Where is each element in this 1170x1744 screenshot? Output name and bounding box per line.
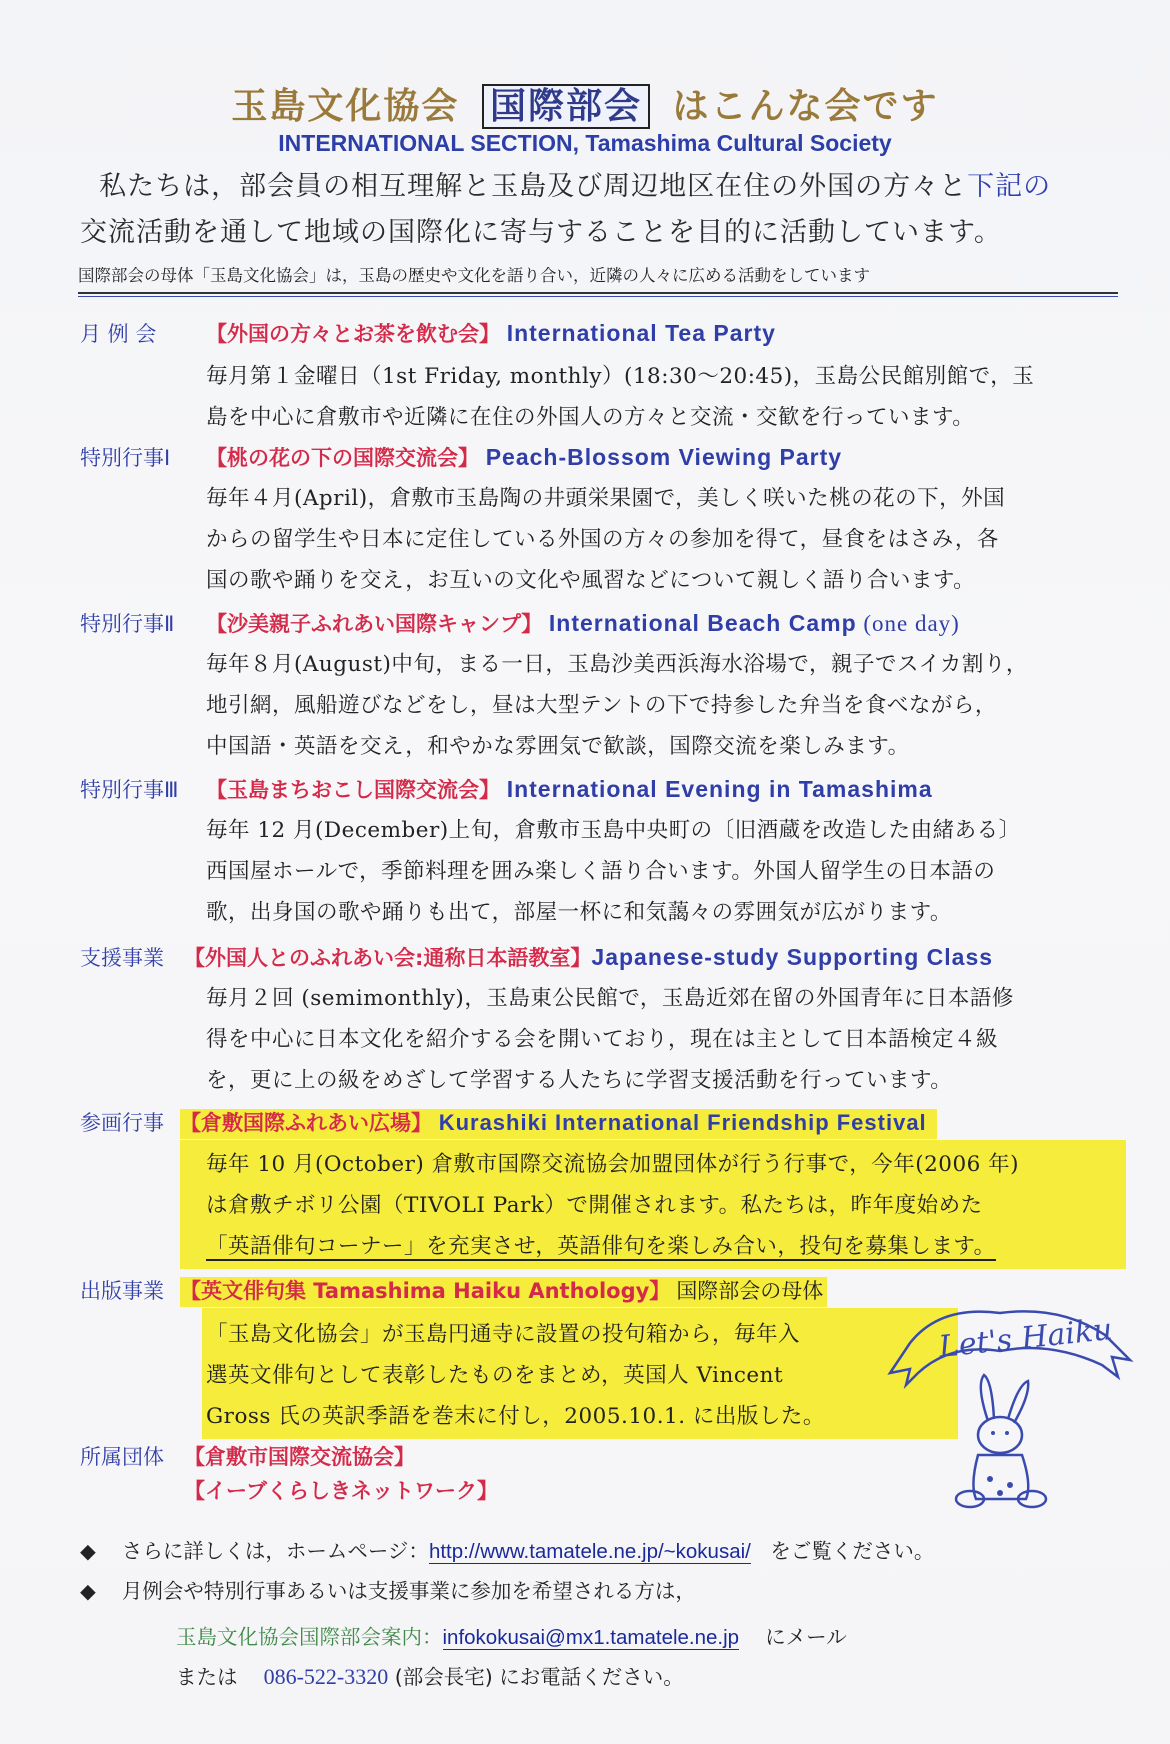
title-boxed: 国際部会 — [482, 84, 650, 129]
section-line: 毎年８月(August)中旬，まる一日，玉島沙美西浜海水浴場で，親子でスイカ割り， — [206, 652, 1028, 677]
section-line: 歌，出身国の歌や踊りも出て，部屋一杯に和気藹々の雰囲気が広がります。 — [206, 900, 952, 925]
section-label: 支援事業 — [80, 946, 164, 970]
email-link[interactable]: infokokusai@mx1.tamatele.ne.jp — [442, 1626, 740, 1649]
section-peach-blossom — [80, 440, 1130, 601]
section-title-jp: 【桃の花の下の国際交流会】 — [206, 446, 479, 470]
section-title-en: International Evening in Tamashima — [506, 776, 933, 802]
section-title-jp: 【玉島まちおこし国際交流会】 — [206, 778, 500, 802]
section-title-en: Japanese-study Supporting Class — [591, 944, 994, 970]
stamp-text: Let's Haiku — [937, 1311, 1114, 1365]
section-line: 「玉島文化協会」が玉島円通寺に設置の投句箱から，毎年入 — [206, 1322, 801, 1347]
divider — [78, 296, 1118, 297]
intro-line1b: 下記の — [967, 171, 1052, 202]
phone-pre: または — [176, 1665, 238, 1689]
section-line: 中国語・英語を交え，和やかな雰囲気で歓談，国際交流を楽しみます。 — [206, 734, 910, 759]
section-title-jp: 【沙美親子ふれあい国際キャンプ】 — [206, 612, 543, 636]
section-label: 所属団体 — [80, 1445, 164, 1469]
title-part1: 玉島文化協会 — [231, 86, 460, 127]
section-line: からの留学生や日本に定住している外国の方々の参加を得て，昼食をはさみ，各 — [206, 527, 999, 552]
section-line: Gross 氏の英訳季語を巻末に付し，2005.10.1. に出版した。 — [206, 1404, 825, 1429]
footer-line2 — [80, 1574, 1140, 1604]
section-label: 出版事業 — [80, 1279, 164, 1303]
section-label: 特別行事Ⅰ — [80, 446, 171, 470]
section-line: 毎年 10 月(October) 倉敷市国際交流協会加盟団体が行う行事で，今年(2006 年) — [206, 1152, 1020, 1177]
section-title-jp: 【英文俳句集 Tamashima Haiku Anthology】 — [180, 1279, 671, 1303]
phone-number: 086-522-3320 — [263, 1664, 389, 1689]
section-line: 島を中心に倉敷市や近隣に在住の外国人の方々と交流・交歓を行っています。 — [206, 405, 975, 430]
rabbit-stamp-icon — [880, 1285, 1140, 1515]
page-title — [0, 78, 1170, 129]
section-line: を，更に上の級をめざして学習する人たちに学習支援活動を行っています。 — [206, 1068, 953, 1093]
intro-line2: 交流活動を通して地域の国際化に寄与することを目的に活動しています。 — [80, 217, 1002, 248]
section-tea-party — [80, 316, 1130, 438]
section-line: 毎年４月(April)，倉敷市玉島陶の井頭栄果園で，美しく咲いた桃の花の下，外国 — [206, 486, 1006, 511]
section-label: 特別行事Ⅱ — [80, 612, 175, 636]
section-line: 毎月第１金曜日（1st Friday, monthly）(18:30～20:45)，玉島公民館別館で，玉 — [206, 364, 1035, 389]
footer-line1-post: をご覧ください。 — [770, 1539, 935, 1563]
section-line: は倉敷チボリ公園（TIVOLI Park）で開催されます。私たちは，昨年度始めた — [206, 1193, 983, 1218]
footer-phone — [176, 1660, 1170, 1690]
intro-text — [80, 164, 1120, 256]
bullet-icon: ◆ — [80, 1539, 96, 1563]
publication-first: 国際部会の母体 — [670, 1277, 827, 1307]
section-label: 参画行事 — [80, 1111, 164, 1135]
section-line: 毎月２回 (semimonthly)，玉島東公民館で，玉島近郊在留の外国青年に日本語修 — [206, 986, 1014, 1011]
footer-line1 — [80, 1534, 1140, 1564]
section-label: 月 例 会 — [80, 322, 157, 346]
section-line: 西国屋ホールで，季節料理を囲み楽しく語り合います。外国人留学生の日本語の — [206, 859, 996, 884]
footer-line1-pre: さらに詳しくは，ホームページ： — [121, 1539, 429, 1563]
section-line: 地引網，風船遊びなどをし，昼は大型テントの下で持参した弁当を食べながら， — [206, 693, 997, 718]
footer-line2-text: 月例会や特別行事あるいは支援事業に参加を希望される方は， — [121, 1579, 696, 1603]
subtitle: INTERNATIONAL SECTION, Tamashima Cultural Society — [278, 130, 892, 156]
section-line: 国の歌や踊りを交え，お互いの文化や風習などについて親しく語り合います。 — [206, 568, 976, 593]
section-title-jp: 【外国の方々とお茶を飲む会】 — [206, 322, 500, 346]
section-title-en: Peach-Blossom Viewing Party — [485, 444, 843, 470]
section-label: 特別行事Ⅲ — [80, 778, 179, 802]
section-title-jp: 【倉敷国際ふれあい広場】 — [180, 1111, 432, 1135]
section-line: 得を中心に日本文化を紹介する会を開いており，現在は主として日本語検定４級 — [206, 1027, 999, 1052]
section-title-en: Kurashiki International Friendship Festival — [438, 1110, 927, 1135]
contact-label: 玉島文化協会国際部会案内： — [176, 1625, 443, 1649]
affiliation-org2: 【イーブくらしきネットワーク】 — [184, 1479, 498, 1503]
lets-haiku-stamp — [880, 1285, 1140, 1515]
section-title-en: International Tea Party — [506, 320, 776, 346]
section-line: 選英文俳句として表彰したものをまとめ，英国人 Vincent — [206, 1363, 784, 1388]
section-festival — [80, 1106, 1130, 1269]
note-text: 国際部会の母体「玉島文化協会」は，玉島の歴史や文化を語り合い，近隣の人々に広める活動をしています — [78, 262, 1118, 294]
section-title-en: International Beach Camp — [548, 610, 857, 636]
footer-contact — [176, 1620, 1170, 1650]
section-beach-camp — [80, 606, 1130, 767]
section-japanese-class — [80, 940, 1130, 1101]
affiliation-org1: 【倉敷市国際交流協会】 — [184, 1445, 415, 1469]
section-evening — [80, 772, 1130, 933]
section-title-jp: 【外国人とのふれあい会:通称日本語教室】 — [184, 946, 592, 970]
section-line: 毎年 12 月(December)上旬，倉敷市玉島中央町の〔旧酒蔵を改造した由緒ある〕 — [206, 818, 1021, 843]
bullet-icon: ◆ — [80, 1579, 96, 1603]
homepage-link[interactable]: http://www.tamatele.ne.jp/~kokusai/ — [428, 1540, 751, 1563]
email-post: にメール — [765, 1625, 847, 1649]
phone-post: (部会長宅) にお電話ください。 — [394, 1665, 684, 1689]
section-line: 「英語俳句コーナー」を充実させ，英語俳句を楽しみ合い，投句を募集します。 — [206, 1234, 996, 1259]
title-part2: はこんな会です — [672, 86, 939, 127]
section-title-en2: (one day) — [863, 611, 960, 636]
intro-line1a: 私たちは，部会員の相互理解と玉島及び周辺地区在住の外国の方々と — [99, 171, 968, 202]
